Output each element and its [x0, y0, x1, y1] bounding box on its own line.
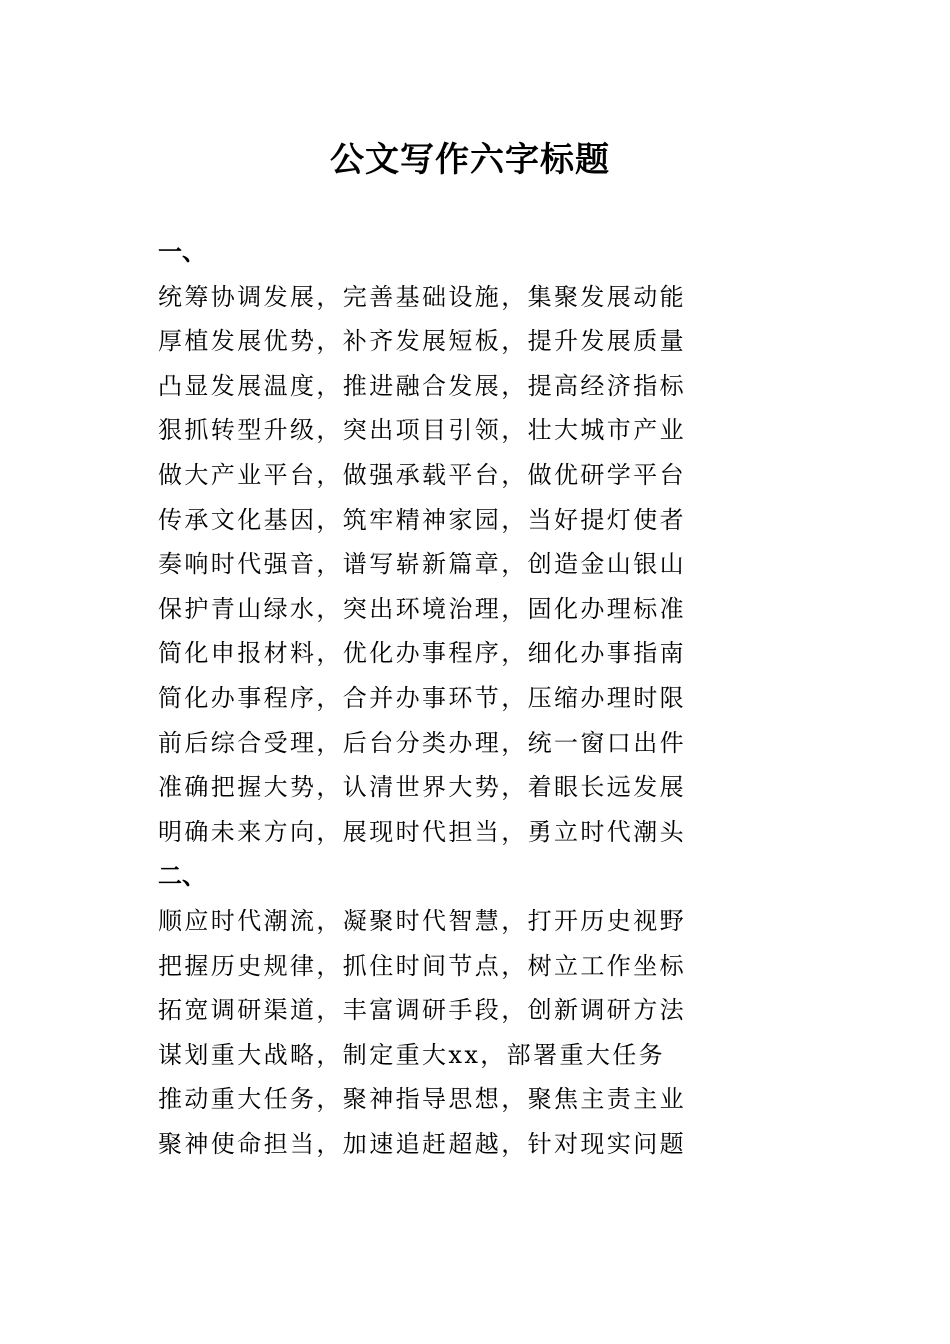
- text-line: 聚神使命担当，加速追赶超越，针对现实问题: [158, 1129, 686, 1158]
- text-line: 狠抓转型升级，突出项目引领，壮大城市产业: [158, 416, 686, 445]
- text-line: 厚植发展优势，补齐发展短板，提升发展质量: [158, 327, 686, 356]
- text-line: 保护青山绿水，突出环境治理，固化办理标准: [158, 594, 686, 623]
- text-line: 明确未来方向，展现时代担当，勇立时代潮头: [158, 817, 686, 846]
- document-title: 公文写作六字标题: [330, 140, 610, 180]
- text-line: 传承文化基因，筑牢精神家园，当好提灯使者: [158, 505, 686, 534]
- text-line: 奏响时代强音，谱写崭新篇章，创造金山银山: [158, 550, 686, 579]
- section-heading: 二、: [158, 861, 206, 891]
- text-line: 做大产业平台，做强承载平台，做优研学平台: [158, 460, 686, 489]
- section-2: [158, 854, 718, 1166]
- text-line: 前后综合受理，后台分类办理，统一窗口出件: [158, 728, 686, 757]
- text-line: 把握历史规律，抓住时间节点，树立工作坐标: [158, 951, 686, 980]
- section-heading: 一、: [158, 237, 206, 266]
- text-line: 简化申报材料，优化办事程序，细化办事指南: [158, 639, 686, 668]
- text-line: 顺应时代潮流，凝聚时代智慧，打开历史视野: [158, 906, 686, 935]
- text-line: 准确把握大势，认清世界大势，着眼长远发展: [158, 773, 686, 802]
- text-line: 谋划重大战略，制定重大xx，部署重大任务: [158, 1040, 666, 1069]
- text-line: 凸显发展温度，推进融合发展，提高经济指标: [158, 371, 686, 400]
- text-line: 拓宽调研渠道，丰富调研手段，创新调研方法: [158, 996, 686, 1025]
- text-line: 推动重大任务，聚神指导思想，聚焦主责主业: [158, 1085, 686, 1114]
- text-line: 统筹协调发展，完善基础设施，集聚发展动能: [158, 282, 686, 311]
- text-line: 简化办事程序，合并办事环节，压缩办理时限: [158, 683, 686, 712]
- section-1: [158, 230, 718, 854]
- document-body: [158, 230, 718, 1166]
